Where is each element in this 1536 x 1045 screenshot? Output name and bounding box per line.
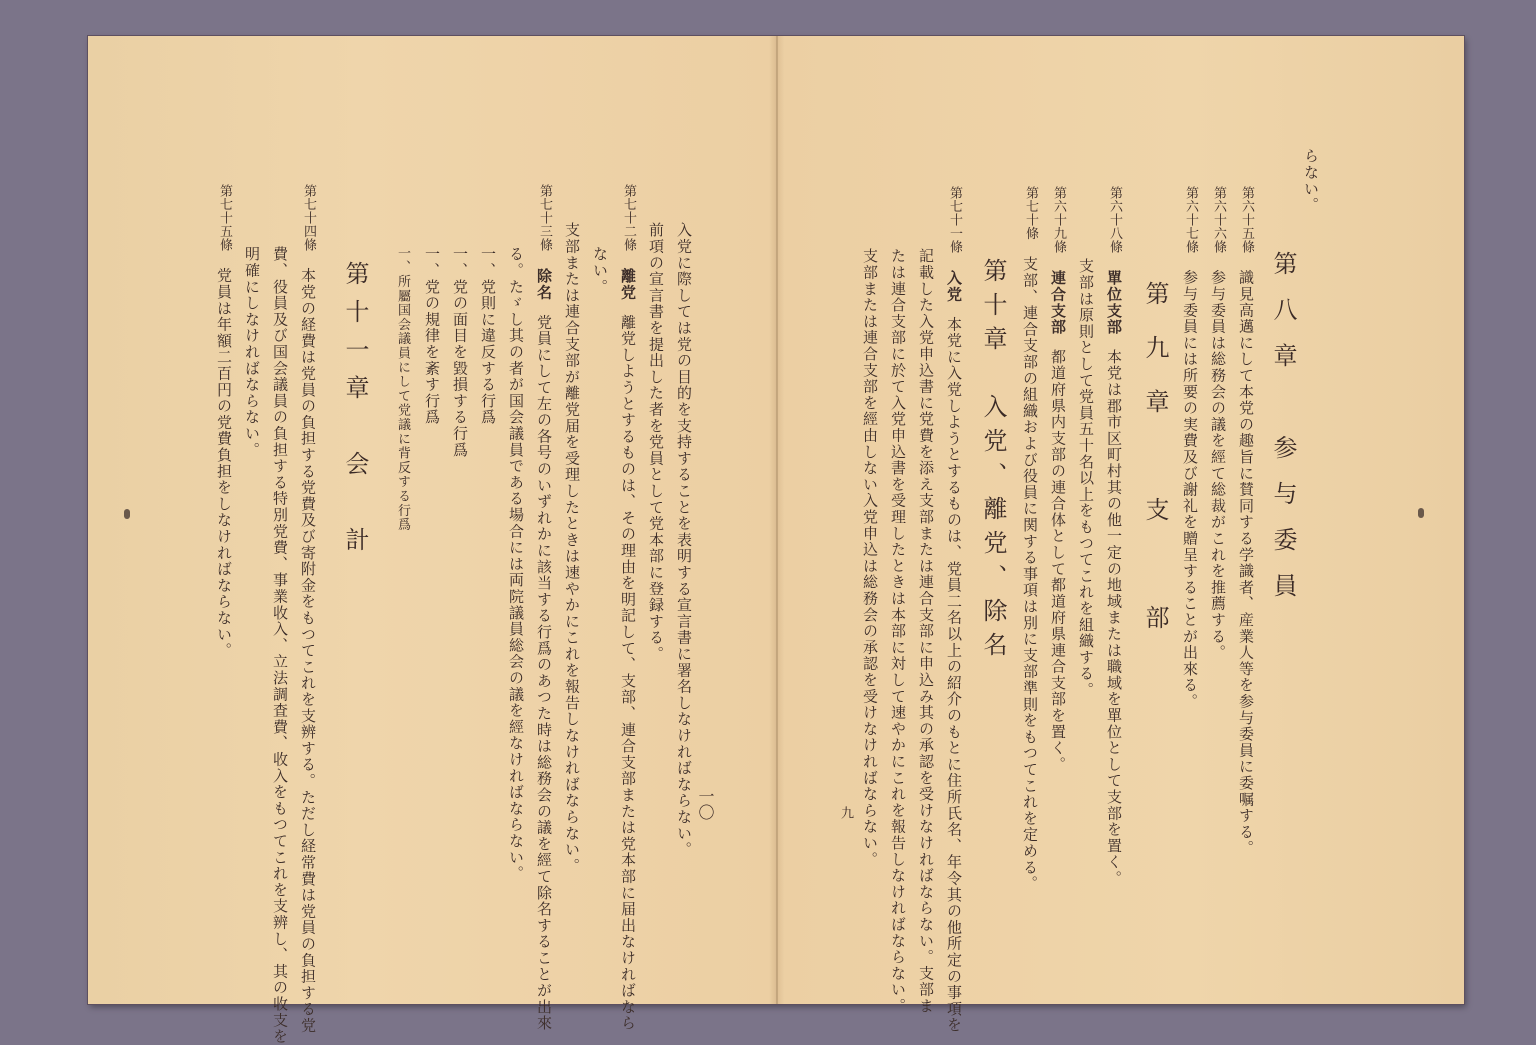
article-70: 第七十條支部、連合支部の組織および役員に関する事項は別に支部準則をもつてこれを定める。 [1021,186,1039,892]
article-68-cont: 支部は原則として党員五十名以上をもつてこれを組織する。 [1077,258,1095,699]
page-number-left: 一〇 [696,788,715,820]
article-71-cont-3: 支部または連合支部を經由しない入党申込は総務会の承認を受けなければならない。 [861,248,879,868]
article-71-cont-2: たは連合支部に於て入党申込書を受理したときは本部に対して速やかにこれを報告しなければならない。 [889,248,907,1015]
article-72: 第七十二條離党離党しようとするものは、その理由を明記して、支部、連合支部または党本部に届出なければなら [619,184,637,1032]
chapter9-heading: 第九章 支 部 [1141,281,1169,659]
carryover-text: らない。 [1302,148,1320,214]
article-67: 第六十七條参与委員には所要の実費及び謝礼を贈呈することが出來る。 [1181,186,1199,710]
open-booklet-spread [88,36,1464,1045]
article-71: 第七十一條入党本党に入党しようとするものは、党員二名以上の紹介のもとに住所氏名、年令其の他所定の事項を [945,186,963,1034]
item-4: 一、所屬国会議員にして党議に背反する行爲 [395,246,410,532]
article-66: 第六十六條参与委員は総務会の議を經て総裁がこれを推薦する。 [1209,186,1227,661]
item-2: 一、党の面目を毀損する行爲 [451,246,469,458]
page-number-right: 九 [838,806,853,819]
chapter8-heading: 第八章 参与委員 [1269,251,1297,619]
chapter11-heading: 第十一章 会 計 [341,261,369,565]
line-declaration: 入党に際しては党の目的を支持することを表明する宣言書に署名しなければならない。 [675,222,693,858]
article-75: 第七十五條党員は年額二百円の党費負担をしなければならない。 [215,184,233,659]
binding-hole-left [124,509,130,519]
article-73: 第七十三條除名党員にして左の各号のいずれかに該当する行爲のあつた時は総務会の議を經て除名することが出來 [535,184,553,1032]
item-3: 一、党の規律を紊す行爲 [423,246,441,426]
chapter10-heading: 第十章 入党、離党、除名 [979,258,1007,666]
article-69: 第六十九條連合支部都道府県内支部の連合体として都道府県連合支部を置く。 [1049,186,1067,773]
item-1: 一、党則に違反する行爲 [479,246,497,426]
article-74-cont-2: 明確にしなければならない。 [243,246,261,458]
article-72-para2: 支部または連合支部が離党届を受理したときは速やかにこれを報告しなければならない。 [563,222,581,874]
article-71-cont-1: 記載した入党申込書に党費を添え支部または連合支部に申込み其の承認を受けなければならない。支部ま [917,248,935,1015]
line-registration: 前項の宣言書を提出した者を党員として党本部に登録する。 [647,222,665,663]
binding-hole-right [1418,508,1424,518]
article-65: 第六十五條識見高邁にして本党の趣旨に賛同する学識者、産業人等を参与委員に委嘱する。 [1237,186,1255,857]
article-68: 第六十八條單位支部本党は郡市区町村其の他一定の地域または職域を單位として支部を置く。 [1105,186,1123,887]
article-74-cont-1: 費、役員及び国会議員の負担する特別党費、事業收入、立法調査費、收入をもつてこれを支辨し、其の收支を [271,246,289,1045]
book-spine [776,36,778,1004]
article-74: 第七十四條本党の経費は党員の負担する党費及び寄附金をもつてこれを支辨する。ただし経常費は党員の負担する党 [299,184,317,1034]
article-72-cont: ない。 [591,246,609,295]
article-73-cont: る。たゞし其の者が国会議員である場合には両院議員総会の議を經なければならない。 [507,246,525,882]
